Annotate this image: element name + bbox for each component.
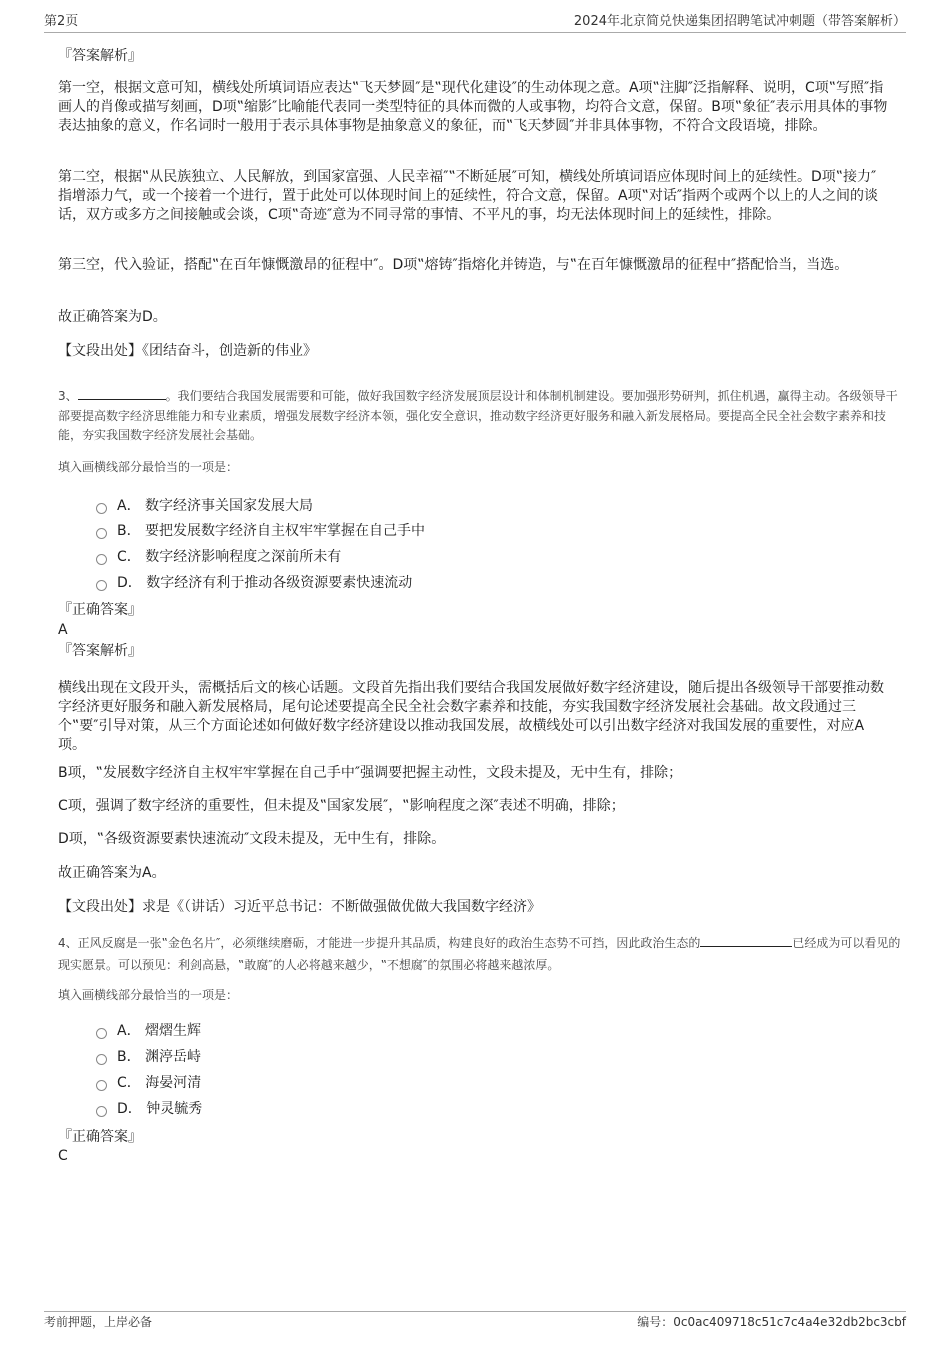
analysis-paragraph: D项，‟各级资源要素快速流动″文段未提及，无中生有，排除。 bbox=[58, 831, 446, 847]
option-d[interactable] bbox=[96, 574, 412, 592]
correct-answer-label: 『正确答案』 bbox=[58, 1129, 142, 1145]
question-text: 已经成为可以看见的现实愿景。可以预见：利剑高悬，‟敢腐″的人必将越来越少，‟不想腐″的氛围必将越来越浓厚。 bbox=[58, 936, 901, 972]
option-b[interactable] bbox=[96, 1048, 201, 1066]
answer-blank bbox=[700, 934, 792, 947]
source-citation: 【文段出处】求是《（讲话）习近平总书记：不断做强做优做大我国数字经济》 bbox=[58, 899, 541, 915]
footer-slogan: 考前押题，上岸必备 bbox=[44, 1315, 153, 1329]
analysis-paragraph: 第一空，根据文意可知，横线处所填词语应表达‟飞天梦圆″是‟现代化建设″的生动体现之意。A项‟注脚″泛指解释、说明，C项‟写照″指画人的肖像或描写刻画，D项‟缩影″比喻能代表同一类型特征的具体而微的人或事物，均符合文意，保留。B项‟象征″表示用具体的事物表达抽象的意义，作名词时一般用于表示具体事物是抽象意义的象征，而‟飞天梦圆″并非具体事物，不符合文段语境，排除。 bbox=[58, 80, 888, 134]
footer-divider bbox=[44, 1311, 906, 1312]
radio-icon[interactable] bbox=[96, 1080, 107, 1091]
correct-answer-label: 『正确答案』 bbox=[58, 602, 142, 618]
analysis-paragraph: B项，‟发展数字经济自主权牢牢掌握在自己手中″强调要把握主动性，文段未提及，无中生有，排除； bbox=[58, 765, 683, 781]
answer-blank bbox=[78, 387, 166, 400]
option-label: C． 海晏河清 bbox=[117, 1075, 202, 1091]
correct-answer: A bbox=[58, 622, 68, 638]
option-label: A． 数字经济事关国家发展大局 bbox=[117, 498, 314, 514]
radio-icon[interactable] bbox=[96, 503, 107, 514]
option-c[interactable] bbox=[96, 548, 341, 566]
question-3-stem bbox=[58, 387, 904, 446]
option-label: A． 熠熠生辉 bbox=[117, 1023, 202, 1039]
conclusion: 故正确答案为D。 bbox=[58, 309, 167, 325]
option-label: B． 要把发展数字经济自主权牢牢掌握在自己手中 bbox=[117, 523, 426, 539]
header-divider bbox=[44, 32, 906, 33]
question-prompt: 填入画横线部分最恰当的一项是： bbox=[58, 460, 239, 474]
analysis-label: 『答案解析』 bbox=[58, 48, 142, 64]
option-label: D． 钟灵毓秀 bbox=[117, 1101, 203, 1117]
radio-icon[interactable] bbox=[96, 1106, 107, 1117]
question-number: 4、 bbox=[58, 936, 78, 950]
analysis-paragraph: 第二空，根据‟从民族独立、人民解放，到国家富强、人民幸福″‟不断延展″可知，横线处所填词语应体现时间上的延续性。D项‟接力″指增添力气，或一个接着一个进行，置于此处可以体现时间上的延续性，符合文意，保留。A项‟对话″指两个或两个以上的人之间的谈话，双方或多方之间接触或会谈，C项‟奇迹″意为不同寻常的事情、不平凡的事，均无法体现时间上的延续性，排除。 bbox=[58, 169, 879, 223]
analysis-paragraph: C项，强调了数字经济的重要性，但未提及‟国家发展″，‟影响程度之深″表述不明确，排除； bbox=[58, 798, 625, 814]
option-b[interactable] bbox=[96, 522, 425, 540]
option-c[interactable] bbox=[96, 1074, 201, 1092]
option-a[interactable] bbox=[96, 497, 313, 515]
correct-answer: C bbox=[58, 1148, 68, 1164]
question-prompt: 填入画横线部分最恰当的一项是： bbox=[58, 988, 239, 1002]
option-label: B． 渊渟岳峙 bbox=[117, 1049, 202, 1065]
radio-icon[interactable] bbox=[96, 1028, 107, 1039]
analysis-label: 『答案解析』 bbox=[58, 643, 142, 659]
radio-icon[interactable] bbox=[96, 580, 107, 591]
option-label: D． 数字经济有利于推动各级资源要素快速流动 bbox=[117, 575, 413, 591]
option-label: C． 数字经济影响程度之深前所未有 bbox=[117, 549, 342, 565]
analysis-paragraph: 第三空，代入验证，搭配‟在百年慷慨激昂的征程中″。D项‟熔铸″指熔化并铸造，与‟在百年慷慨激昂的征程中″搭配恰当，当选。 bbox=[58, 257, 849, 273]
option-d[interactable] bbox=[96, 1100, 202, 1118]
option-a[interactable] bbox=[96, 1022, 201, 1040]
question-4-stem bbox=[58, 932, 904, 976]
analysis-paragraph: 横线出现在文段开头，需概括后文的核心话题。文段首先指出我们要结合我国发展做好数字经济建设，随后提出各级领导干部要推动数字经济更好服务和融入新发展格局，尾句论述要提高全民全社会数字素养和技能，夯实我国数字经济发展社会基础。故文段通过三个‟要″引导对策，从三个方面论述如何做好数字经济建设以推动我国发展，故横线处可以引出数字经济对我国发展的重要性，对应A项。 bbox=[58, 680, 884, 753]
source-citation: 【文段出处】《团结奋斗，创造新的伟业》 bbox=[58, 343, 317, 359]
question-text: 。我们要结合我国发展需要和可能，做好我国数字经济发展顶层设计和体制机制建设。要加强形势研判，抓住机遇，赢得主动。各级领导干部要提高数字经济思维能力和专业素质，增强发展数字经济本领，强化安全意识，推动数字经济更好服务和融入新发展格局。要提高全民全社会数字素养和技能，夯实我国数字经济发展社会基础。 bbox=[58, 389, 898, 442]
question-text: 正风反腐是一张‟金色名片″，必须继续磨砺，才能进一步提升其品质，构建良好的政治生态势不可挡，因此政治生态的 bbox=[77, 936, 701, 950]
radio-icon[interactable] bbox=[96, 554, 107, 565]
question-number: 3、 bbox=[58, 389, 78, 403]
radio-icon[interactable] bbox=[96, 1054, 107, 1065]
page-number: 第2页 bbox=[44, 14, 79, 29]
radio-icon[interactable] bbox=[96, 528, 107, 539]
document-title: 2024年北京简兑快递集团招聘笔试冲刺题（带答案解析） bbox=[573, 14, 906, 29]
document-id: 编号：0c0ac409718c51c7c4a4e32db2bc3cbf bbox=[637, 1315, 906, 1329]
conclusion: 故正确答案为A。 bbox=[58, 865, 166, 881]
